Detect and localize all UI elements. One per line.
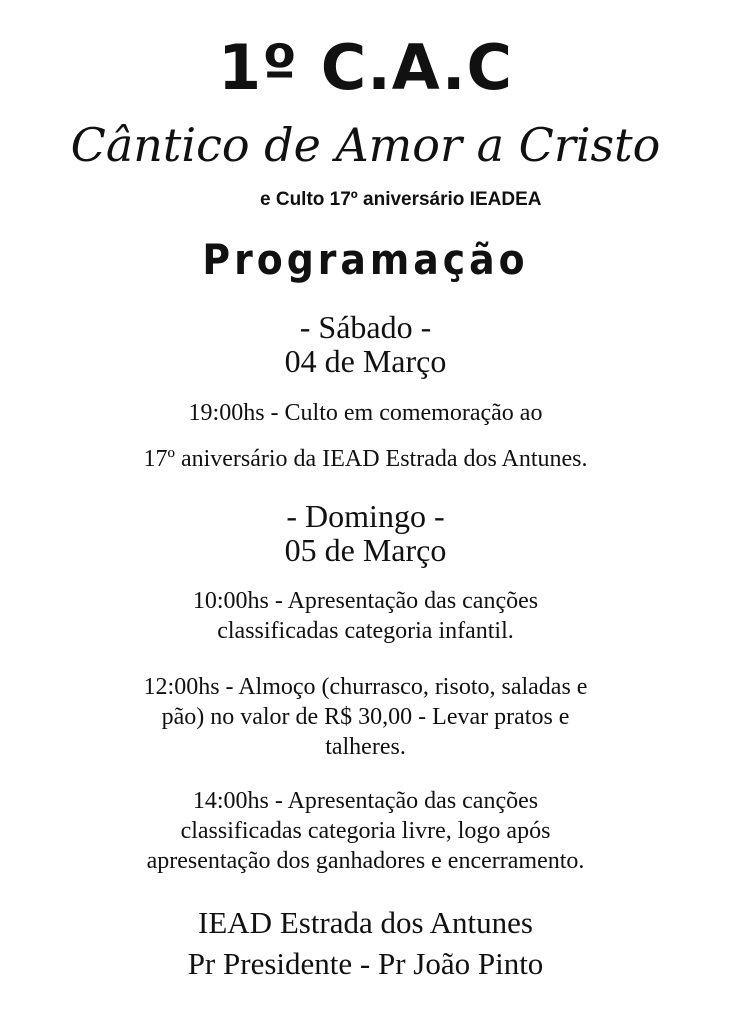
sunday-event2-line2: pão) no valor de R$ 30,00 - Levar pratos e bbox=[161, 704, 570, 730]
subtitle: e Culto 17º aniversário IEADEA bbox=[260, 189, 542, 210]
sunday-event1-line2: classificadas categoria infantil. bbox=[217, 618, 514, 644]
sunday-day: - Domingo - bbox=[286, 498, 445, 534]
saturday-event-line1: 19:00hs - Culto em comemoração ao bbox=[188, 400, 543, 426]
script-title: Cântico de Amor a Cristo bbox=[70, 118, 661, 172]
sunday-event3-line2: classificadas categoria livre, logo após bbox=[180, 818, 551, 844]
sunday-event3-line1: 14:00hs - Apresentação das canções bbox=[192, 788, 539, 814]
sunday-event2-line3: talheres. bbox=[325, 734, 406, 760]
sunday-event2-line1: 12:00hs - Almoço (churrasco, risoto, saladas e bbox=[143, 674, 588, 700]
program-heading: Programação bbox=[202, 235, 529, 284]
sunday-event3-line3: apresentação dos ganhadores e encerramento. bbox=[146, 848, 585, 874]
main-title: 1º C.A.C bbox=[218, 31, 513, 104]
saturday-date: 04 de Março bbox=[284, 343, 447, 379]
sunday-event1-line1: 10:00hs - Apresentação das canções bbox=[192, 588, 539, 614]
saturday-day: - Sábado - bbox=[299, 309, 432, 345]
sunday-date: 05 de Março bbox=[284, 532, 447, 568]
saturday-event-line2: 17º aniversário da IEAD Estrada dos Antunes. bbox=[143, 446, 588, 472]
footer-pastor: Pr Presidente - Pr João Pinto bbox=[187, 946, 544, 981]
footer-church: IEAD Estrada dos Antunes bbox=[198, 905, 533, 940]
